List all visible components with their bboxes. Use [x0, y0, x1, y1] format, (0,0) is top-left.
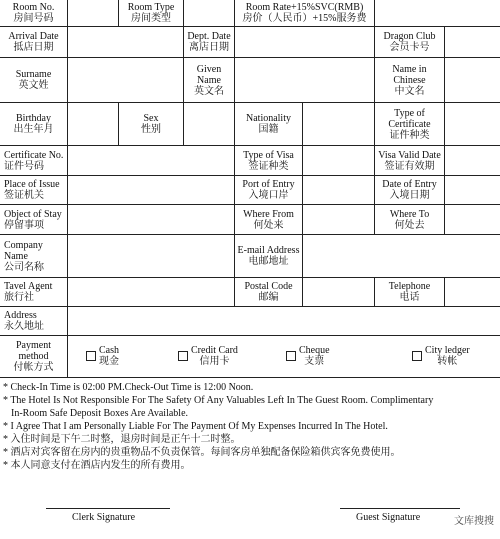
where-from-field[interactable] — [303, 205, 375, 235]
telephone-label — [375, 278, 445, 307]
from-zh: 何处来 — [253, 219, 284, 231]
given-en: Given — [196, 63, 222, 75]
cert-type-field[interactable] — [445, 103, 500, 146]
chinese-name-field[interactable] — [445, 58, 500, 103]
nationality-en: Nationality — [246, 113, 291, 124]
room-no-label — [0, 0, 68, 27]
arrival-date-field[interactable] — [68, 27, 184, 58]
visa-type-field[interactable] — [303, 146, 375, 176]
note-line: * 酒店对宾客留在房内的贵重物品不负责保管。每间客房单独配备保险箱供宾客免费使用。 — [3, 447, 401, 458]
nationality-zh: 国籍 — [258, 124, 279, 135]
where-to-field[interactable] — [445, 205, 500, 235]
chinese-zh: 中文名 — [394, 85, 425, 97]
payment-method-label — [0, 336, 68, 378]
dragon-club-label — [375, 27, 445, 58]
cheque-en: Cheque — [299, 345, 330, 356]
telephone-field[interactable] — [445, 278, 500, 307]
place-of-issue-field[interactable] — [68, 176, 235, 205]
company-en: Company — [4, 239, 43, 251]
cash-zh: 现金 — [99, 356, 119, 367]
note-line: * I Agree That I am Personally Liable For The Payment Of My Expenses Incurred In The Hotel. — [3, 421, 388, 432]
issue-en: Place of Issue — [4, 179, 60, 190]
company-en-2: Name — [4, 250, 28, 262]
surname-en: Surname — [15, 69, 52, 80]
phone-en: Telephone — [388, 281, 431, 292]
postal-code-label — [235, 278, 303, 307]
room-type-field[interactable] — [184, 0, 235, 27]
cert-no-en: Certificate No. — [4, 149, 64, 161]
object-of-stay-label — [0, 205, 68, 235]
arrival-en: Arrival Date — [8, 31, 59, 42]
sex-en: Sex — [143, 113, 159, 124]
room-rate-zh: 房价（人民币）+15%服务费 — [242, 13, 367, 24]
note-line: * The Hotel Is Not Responsible For The Safety Of Any Valuables Left In The Guest Room. Complimentary — [3, 395, 434, 406]
birthday-label — [0, 103, 68, 146]
note-line: In-Room Safe Deposit Boxes Are Available. — [11, 408, 189, 419]
payment-credit-option[interactable] — [178, 345, 238, 367]
travel-agent-field[interactable] — [68, 278, 235, 307]
club-zh: 会员卡号 — [389, 42, 430, 53]
surname-label — [0, 58, 68, 103]
room-type-en: Room Type — [127, 2, 175, 13]
room-no-field[interactable] — [68, 0, 119, 27]
watermark: 文库搜搜 — [454, 516, 494, 527]
note-line: * 入住时间是下午二时整，退房时间是正午十二时整。 — [3, 434, 241, 445]
address-en: Address — [4, 310, 37, 321]
from-en: Where From — [243, 208, 294, 220]
given-name-label — [184, 58, 235, 103]
visa-valid-zh: 签证有效期 — [384, 160, 435, 172]
email-label — [235, 235, 303, 278]
cert-no-field[interactable] — [68, 146, 235, 176]
payment-en: Payment — [16, 340, 51, 351]
date-of-entry-label — [375, 176, 445, 205]
date-of-entry-field[interactable] — [445, 176, 500, 205]
visa-valid-label — [375, 146, 445, 176]
address-label — [0, 307, 68, 336]
arrival-date-label — [0, 27, 68, 58]
port-of-entry-label — [235, 176, 303, 205]
postal-en: Postal Code — [244, 281, 293, 292]
clerk-signature-label: Clerk Signature — [72, 512, 136, 523]
clerk-signature-line[interactable] — [46, 508, 170, 509]
where-to-label — [375, 205, 445, 235]
given-name-field[interactable] — [235, 58, 375, 103]
given-en-2: Name — [197, 74, 221, 86]
chinese-en-2: Chinese — [393, 74, 426, 86]
travel-agent-label — [0, 278, 68, 307]
surname-field[interactable] — [68, 58, 184, 103]
entry-date-zh: 入境日期 — [389, 190, 430, 201]
credit-zh: 信用卡 — [199, 356, 230, 367]
cash-checkbox[interactable] — [86, 351, 96, 361]
address-zh: 永久地址 — [4, 321, 44, 332]
room-no-zh: 房间号码 — [13, 13, 54, 24]
cert-type-en-2: Certificate — [388, 118, 431, 130]
birthday-field[interactable] — [68, 103, 119, 146]
guest-signature-line[interactable] — [340, 508, 460, 509]
email-field[interactable] — [303, 235, 500, 278]
ledger-zh: 转帐 — [437, 356, 458, 367]
nationality-label — [235, 103, 303, 146]
entry-date-en: Date of Entry — [382, 179, 437, 190]
given-zh: 英文名 — [194, 85, 224, 97]
to-en: Where To — [389, 208, 430, 220]
visa-type-en: Type of Visa — [243, 149, 294, 161]
room-rate-en: Room Rate+15%SVC(RMB) — [245, 2, 364, 13]
address-field[interactable] — [68, 307, 500, 336]
ledger-checkbox[interactable] — [412, 351, 422, 361]
payment-cash-option[interactable] — [86, 345, 119, 367]
sex-field[interactable] — [184, 103, 235, 146]
dragon-club-field[interactable] — [445, 27, 500, 58]
room-no-en: Room No. — [12, 2, 55, 13]
visa-valid-en: Visa Valid Date — [378, 149, 441, 161]
agent-en: Tavel Agent — [4, 281, 53, 292]
room-rate-label — [235, 0, 375, 27]
object-zh: 停留事项 — [4, 219, 44, 231]
company-name-field[interactable] — [68, 235, 235, 278]
birthday-en: Birthday — [16, 113, 51, 124]
port-zh: 入境口岸 — [248, 190, 289, 201]
chinese-en: Name in — [392, 63, 427, 75]
room-type-zh: 房间类型 — [131, 13, 171, 24]
port-en: Port of Entry — [242, 179, 295, 190]
email-zh: 电邮地址 — [248, 256, 289, 267]
agent-zh: 旅行社 — [4, 292, 34, 303]
cert-type-zh: 证件种类 — [389, 129, 430, 141]
payment-cheque-option[interactable] — [286, 345, 330, 367]
cert-type-label — [375, 103, 445, 146]
payment-zh: 付帐方式 — [13, 362, 54, 373]
object-en: Object of Stay — [4, 208, 62, 220]
surname-zh: 英文姓 — [18, 80, 49, 91]
place-of-issue-label — [0, 176, 68, 205]
room-type-label — [119, 0, 184, 27]
dept-date-field[interactable] — [235, 27, 375, 58]
cash-en: Cash — [99, 345, 119, 356]
phone-zh: 电话 — [399, 292, 420, 303]
where-from-label — [235, 205, 303, 235]
visa-type-label — [235, 146, 303, 176]
dept-date-label — [184, 27, 235, 58]
postal-code-field[interactable] — [303, 278, 375, 307]
payment-en-2: method — [18, 351, 49, 362]
credit-checkbox[interactable] — [178, 351, 188, 361]
chinese-name-label — [375, 58, 445, 103]
note-line: * Check-In Time is 02:00 PM.Check-Out Time is 12:00 Noon. — [3, 382, 254, 393]
company-zh: 公司名称 — [4, 261, 44, 273]
to-zh: 何处去 — [394, 219, 425, 231]
payment-ledger-option[interactable] — [412, 345, 470, 367]
port-of-entry-field[interactable] — [303, 176, 375, 205]
note-line: * 本人同意支付在酒店内发生的所有费用。 — [3, 460, 191, 471]
cheque-checkbox[interactable] — [286, 351, 296, 361]
birthday-zh: 出生年月 — [13, 124, 54, 135]
company-name-label — [0, 235, 68, 278]
room-rate-field[interactable] — [375, 0, 500, 27]
issue-zh: 签证机关 — [4, 190, 44, 201]
email-en: E-mail Address — [237, 245, 300, 256]
guest-signature-label: Guest Signature — [356, 512, 421, 523]
dept-en: Dept. Date — [187, 31, 231, 42]
visa-valid-field[interactable] — [445, 146, 500, 176]
notes — [3, 381, 498, 472]
arrival-zh: 抵店日期 — [13, 42, 54, 53]
postal-zh: 邮编 — [258, 292, 279, 303]
object-of-stay-field[interactable] — [68, 205, 235, 235]
cert-no-zh: 证件号码 — [4, 160, 44, 172]
ledger-en: City ledger — [425, 345, 470, 356]
visa-type-zh: 签证种类 — [248, 160, 289, 172]
cheque-zh: 支票 — [304, 356, 325, 367]
nationality-field[interactable] — [303, 103, 375, 146]
club-en: Dragon Club — [383, 31, 436, 42]
cert-no-label — [0, 146, 68, 176]
credit-en: Credit Card — [191, 345, 238, 356]
cert-type-en: Type of — [394, 107, 425, 119]
dept-zh: 离店日期 — [189, 42, 229, 53]
sex-label — [119, 103, 184, 146]
sex-zh: 性别 — [141, 124, 161, 135]
